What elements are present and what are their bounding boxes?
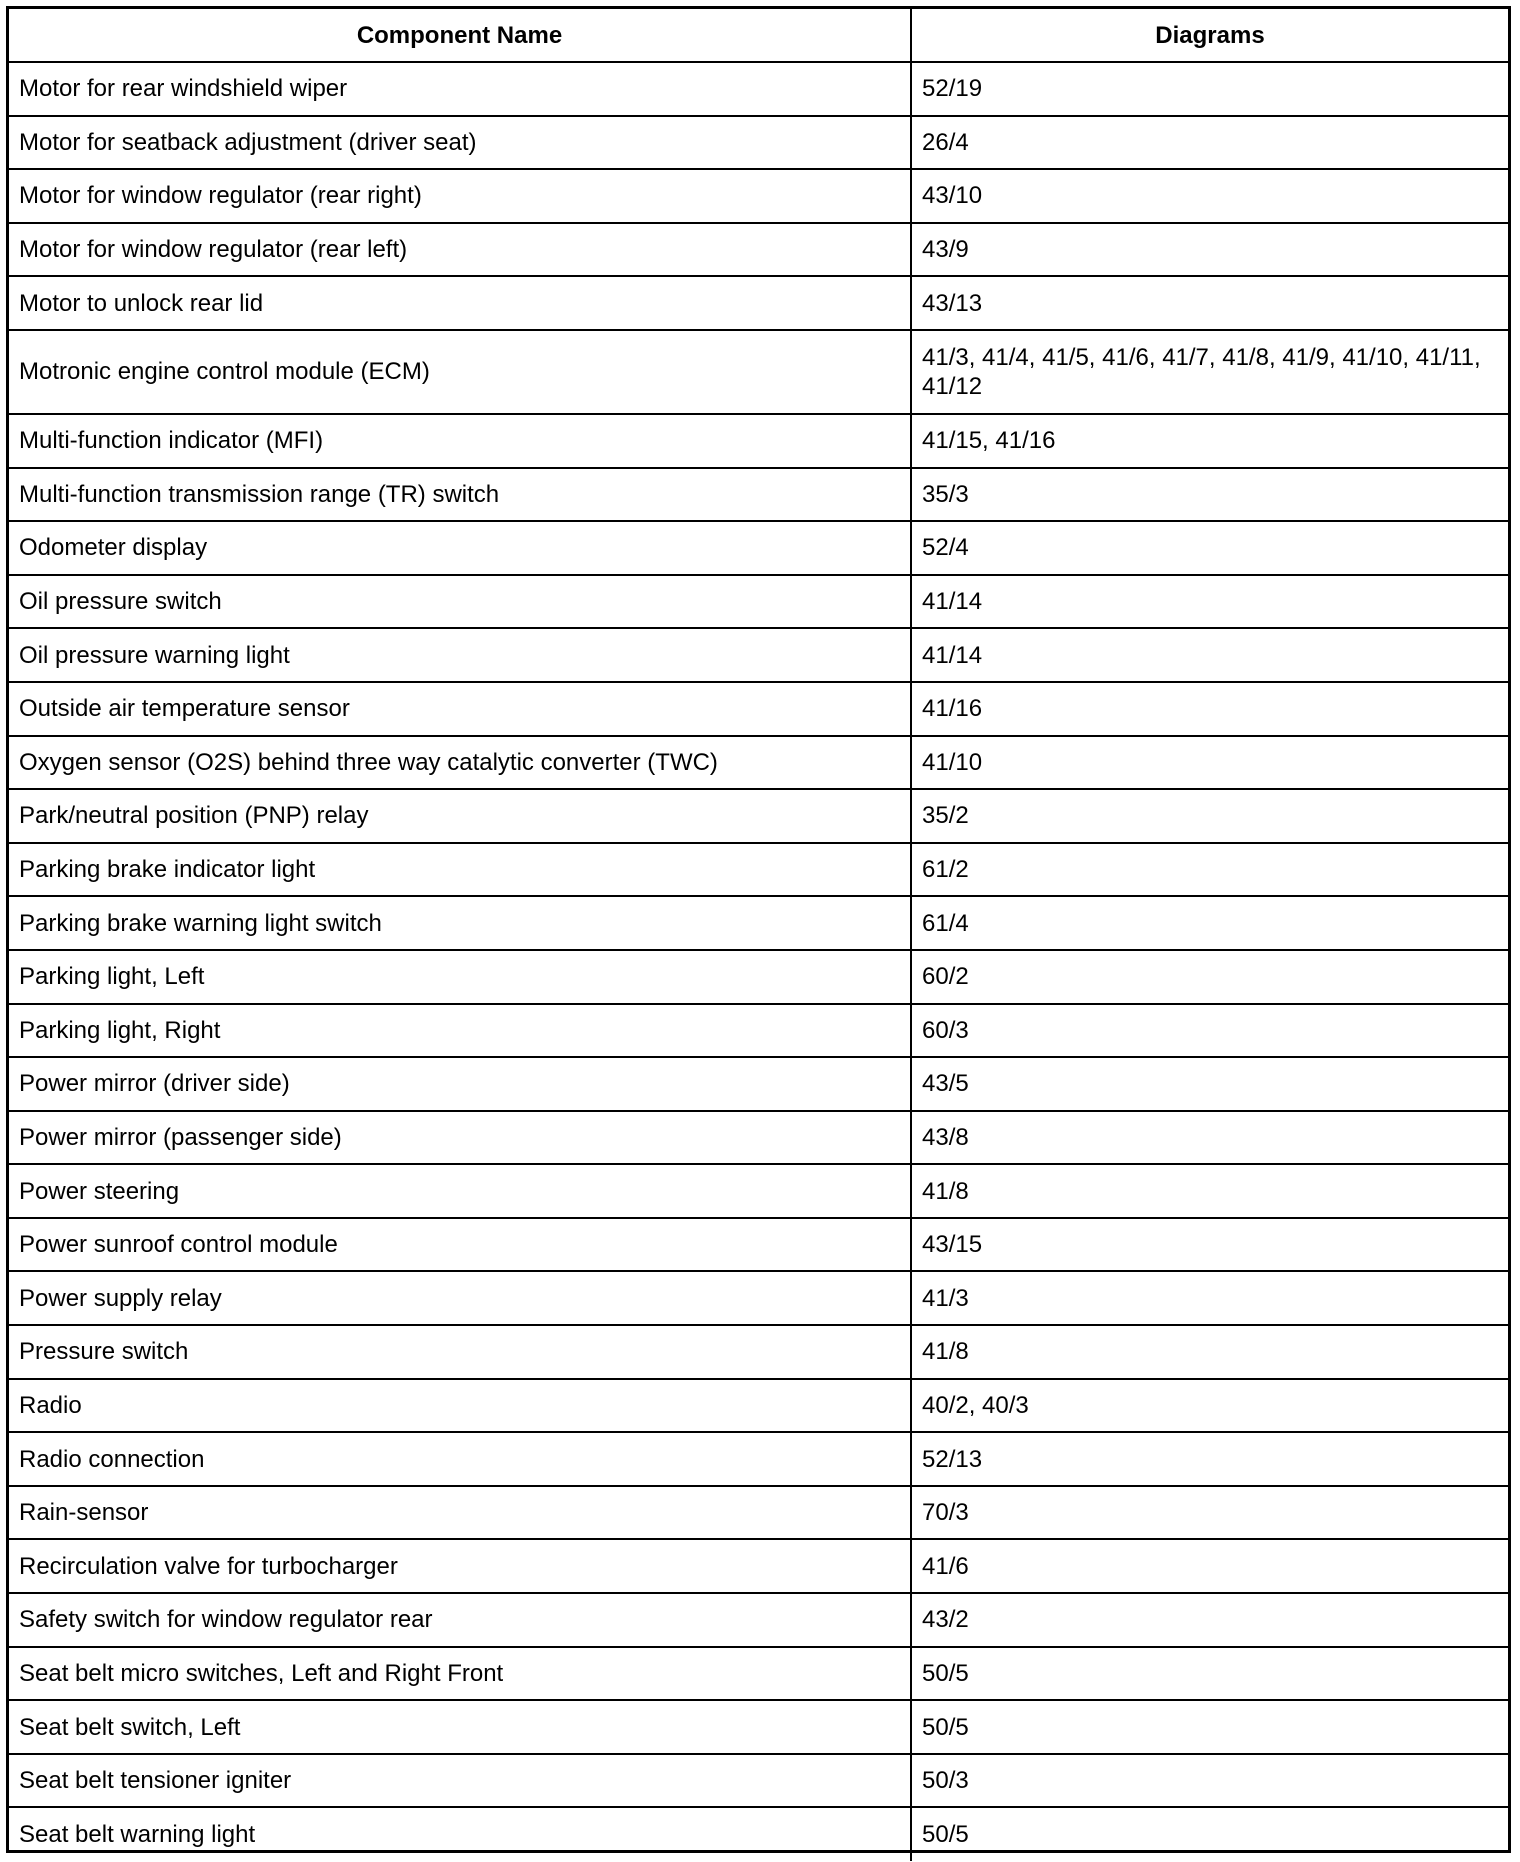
diagrams-cell: 60/2: [911, 950, 1508, 1004]
component-name-cell: Safety switch for window regulator rear: [9, 1593, 911, 1647]
table-row: [9, 276, 1508, 330]
table-row: [9, 1700, 1508, 1754]
diagrams-cell: 43/10: [911, 169, 1508, 223]
table-row: [9, 414, 1508, 468]
table-row: [9, 1539, 1508, 1593]
component-name-cell: Park/neutral position (PNP) relay: [9, 789, 911, 843]
component-name-cell: Oil pressure switch: [9, 575, 911, 629]
table-row: [9, 169, 1508, 223]
component-name-cell: Rain-sensor: [9, 1486, 911, 1540]
table-row: [9, 1593, 1508, 1647]
diagrams-cell: 41/8: [911, 1325, 1508, 1379]
component-name-cell: Multi-function transmission range (TR) switch: [9, 468, 911, 522]
table-row: [9, 521, 1508, 575]
component-name-cell: Pressure switch: [9, 1325, 911, 1379]
diagrams-cell: 41/14: [911, 575, 1508, 629]
table-row: [9, 330, 1508, 414]
table-row: [9, 736, 1508, 790]
table-row: [9, 1057, 1508, 1111]
diagrams-cell: 26/4: [911, 116, 1508, 170]
component-name-cell: Radio connection: [9, 1432, 911, 1486]
component-name-cell: Power steering: [9, 1164, 911, 1218]
diagrams-cell: 43/9: [911, 223, 1508, 277]
component-name-cell: Motor to unlock rear lid: [9, 276, 911, 330]
component-name-cell: Multi-function indicator (MFI): [9, 414, 911, 468]
component-name-cell: Outside air temperature sensor: [9, 682, 911, 736]
diagrams-cell: 41/15, 41/16: [911, 414, 1508, 468]
table-row: [9, 1486, 1508, 1540]
table-row: [9, 1325, 1508, 1379]
component-name-cell: Seat belt micro switches, Left and Right Front: [9, 1647, 911, 1701]
component-name-cell: Seat belt switch, Left: [9, 1700, 911, 1754]
diagrams-cell: 50/5: [911, 1807, 1508, 1861]
diagrams-cell: 35/3: [911, 468, 1508, 522]
component-name-cell: Oil pressure warning light: [9, 628, 911, 682]
component-name-cell: Recirculation valve for turbocharger: [9, 1539, 911, 1593]
table-row: [9, 468, 1508, 522]
component-name-cell: Power sunroof control module: [9, 1218, 911, 1272]
table-row: [9, 789, 1508, 843]
header-component-name: Component Name: [9, 9, 911, 62]
diagrams-cell: 50/5: [911, 1647, 1508, 1701]
component-name-cell: Motor for seatback adjustment (driver seat): [9, 116, 911, 170]
table-row: [9, 628, 1508, 682]
diagrams-cell: 43/5: [911, 1057, 1508, 1111]
component-name-cell: Seat belt tensioner igniter: [9, 1754, 911, 1808]
component-diagram-table: [9, 9, 1508, 1861]
component-name-cell: Motronic engine control module (ECM): [9, 330, 911, 414]
diagrams-cell: 52/19: [911, 62, 1508, 116]
table-body: [9, 62, 1508, 1861]
component-name-cell: Parking brake indicator light: [9, 843, 911, 897]
diagrams-cell: 35/2: [911, 789, 1508, 843]
table-row: [9, 682, 1508, 736]
diagrams-cell: 52/4: [911, 521, 1508, 575]
component-name-cell: Parking light, Left: [9, 950, 911, 1004]
diagrams-cell: 52/13: [911, 1432, 1508, 1486]
header-diagrams: Diagrams: [911, 9, 1508, 62]
table-row: [9, 1379, 1508, 1433]
diagrams-cell: 41/3, 41/4, 41/5, 41/6, 41/7, 41/8, 41/9, 41/10, 41/11, 41/12: [911, 330, 1508, 414]
table-row: [9, 1004, 1508, 1058]
diagrams-cell: 41/14: [911, 628, 1508, 682]
table-row: [9, 950, 1508, 1004]
component-name-cell: Motor for rear windshield wiper: [9, 62, 911, 116]
diagrams-cell: 41/3: [911, 1271, 1508, 1325]
table-row: [9, 1647, 1508, 1701]
table-row: [9, 575, 1508, 629]
diagrams-cell: 61/2: [911, 843, 1508, 897]
component-name-cell: Power supply relay: [9, 1271, 911, 1325]
diagrams-cell: 43/15: [911, 1218, 1508, 1272]
component-name-cell: Motor for window regulator (rear right): [9, 169, 911, 223]
table-row: [9, 896, 1508, 950]
component-name-cell: Power mirror (passenger side): [9, 1111, 911, 1165]
diagrams-cell: 50/5: [911, 1700, 1508, 1754]
diagrams-cell: 41/16: [911, 682, 1508, 736]
table-row: [9, 1432, 1508, 1486]
table-row: [9, 223, 1508, 277]
table-header-row: [9, 9, 1508, 62]
table-row: [9, 1754, 1508, 1808]
diagrams-cell: 41/10: [911, 736, 1508, 790]
diagrams-cell: 43/2: [911, 1593, 1508, 1647]
diagrams-cell: 41/8: [911, 1164, 1508, 1218]
component-name-cell: Parking brake warning light switch: [9, 896, 911, 950]
diagrams-cell: 61/4: [911, 896, 1508, 950]
component-table-frame: [6, 6, 1511, 1853]
component-name-cell: Oxygen sensor (O2S) behind three way catalytic converter (TWC): [9, 736, 911, 790]
diagrams-cell: 40/2, 40/3: [911, 1379, 1508, 1433]
diagrams-cell: 43/13: [911, 276, 1508, 330]
table-row: [9, 116, 1508, 170]
component-name-cell: Power mirror (driver side): [9, 1057, 911, 1111]
diagrams-cell: 70/3: [911, 1486, 1508, 1540]
table-row: [9, 1164, 1508, 1218]
component-name-cell: Parking light, Right: [9, 1004, 911, 1058]
table-row: [9, 1271, 1508, 1325]
component-name-cell: Seat belt warning light: [9, 1807, 911, 1861]
diagrams-cell: 50/3: [911, 1754, 1508, 1808]
diagrams-cell: 60/3: [911, 1004, 1508, 1058]
table-row: [9, 1218, 1508, 1272]
diagrams-cell: 43/8: [911, 1111, 1508, 1165]
diagrams-cell: 41/6: [911, 1539, 1508, 1593]
component-name-cell: Radio: [9, 1379, 911, 1433]
table-row: [9, 1111, 1508, 1165]
table-row: [9, 1807, 1508, 1861]
table-row: [9, 843, 1508, 897]
table-row: [9, 62, 1508, 116]
component-name-cell: Odometer display: [9, 521, 911, 575]
component-name-cell: Motor for window regulator (rear left): [9, 223, 911, 277]
